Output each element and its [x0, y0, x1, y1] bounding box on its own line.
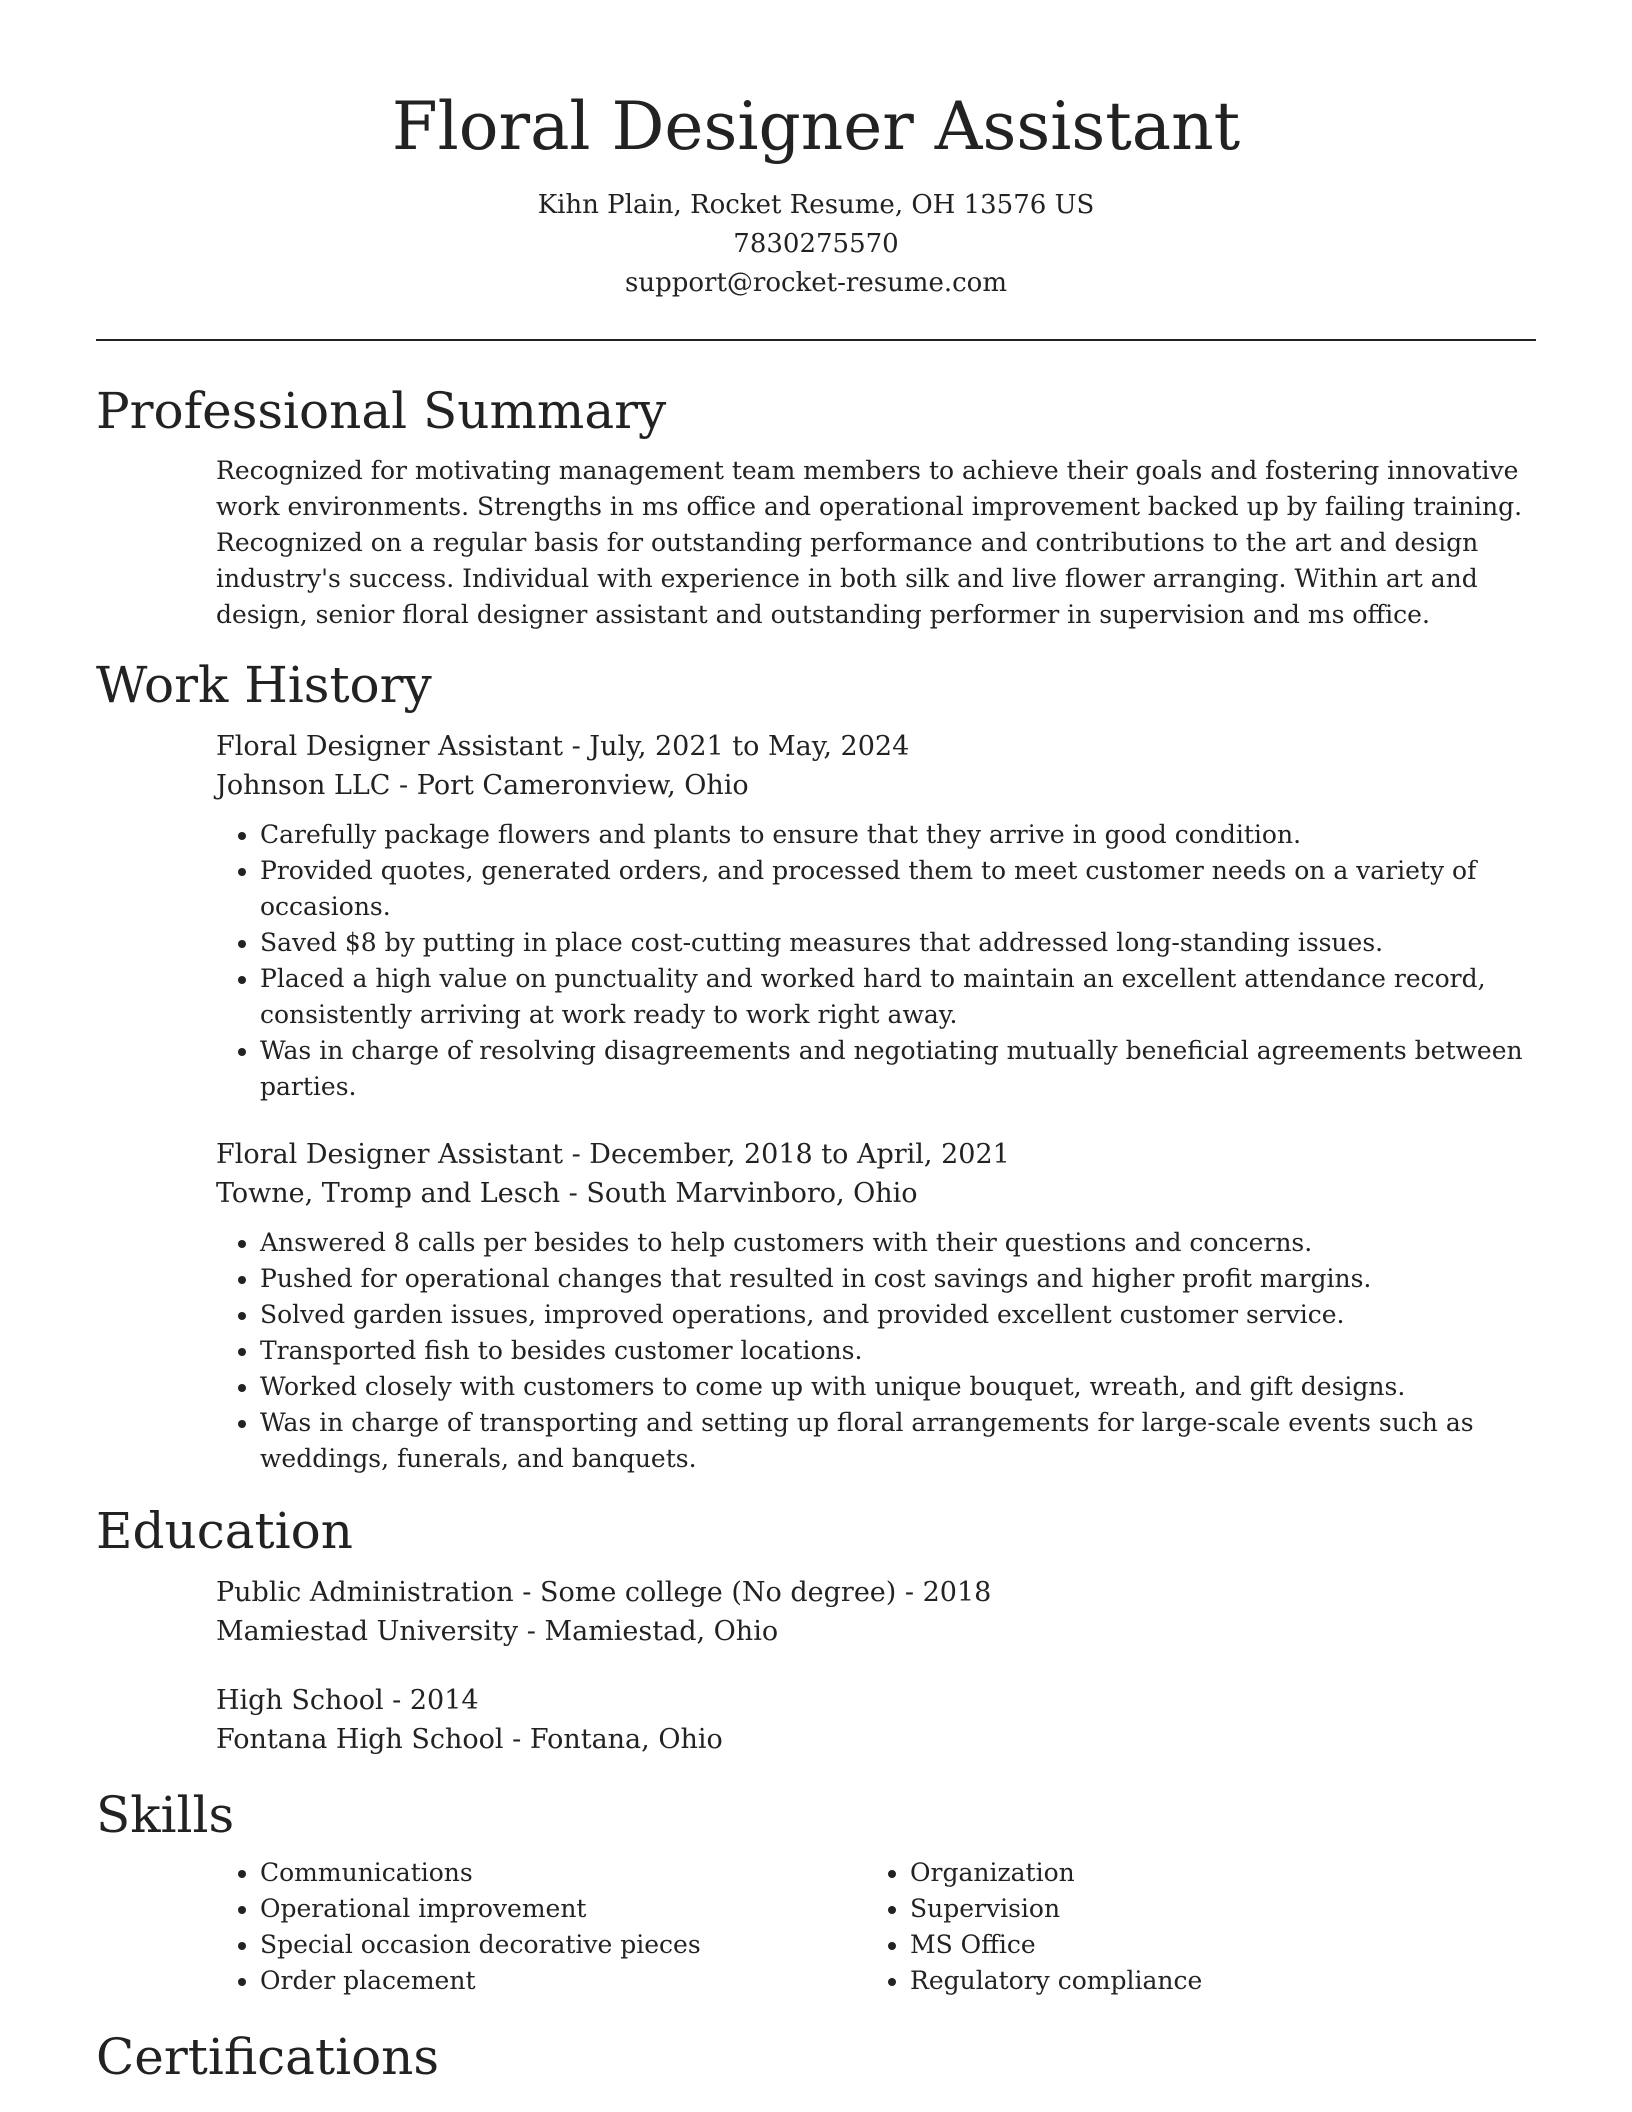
job-title-line: Floral Designer Assistant - July, 2021 to May, 2024 — [216, 731, 910, 762]
skill-item: • Special occasion decorative pieces — [260, 1927, 746, 1963]
school-location: Mamiestad, Ohio — [544, 1616, 779, 1647]
job-duty: • Answered 8 calls per besides to help customers with their questions and concerns. — [260, 1225, 1536, 1261]
summary-section — [96, 379, 1536, 633]
education-entry — [216, 1573, 1536, 1651]
email-address: support@rocket-resume.com — [624, 268, 1007, 298]
skills-section — [96, 1783, 1536, 1999]
work-history-heading: Work History — [96, 656, 432, 714]
school-location: Fontana, Ohio — [529, 1724, 723, 1755]
skill-item: • Order placement — [260, 1963, 746, 1999]
certifications-heading: Certifications — [96, 2028, 440, 2086]
job-duty: • Transported fish to besides customer locations. — [260, 1333, 1536, 1369]
skill-item: • Communications — [260, 1855, 746, 1891]
job-location: South Marvinboro, Ohio — [586, 1178, 918, 1209]
skills-column-left — [96, 1855, 746, 1999]
summary-text: Recognized for motivating management team members to achieve their goals and fostering innovative work environments. Strengths in ms office and operational improvement backed up by failing training. Recognized on a regular basis for outstanding performance and contributions to the art and design industry's success. Individual with experience in both silk and live flower arranging. Within art and design, senior floral designer assistant and outstanding performer in supervision and ms office. — [216, 456, 1523, 629]
job-duty: • Placed a high value on punctuality and worked hard to maintain an excellent attendance record, consistently arriving at work ready to work right away. — [260, 961, 1536, 1033]
job-duty: • Worked closely with customers to come up with unique bouquet, wreath, and gift designs. — [260, 1369, 1536, 1405]
job-dates: July, 2021 to May, 2024 — [589, 731, 910, 762]
candidate-name: Floral Designer Assistant — [391, 88, 1241, 165]
education-degree-line: Public Administration - Some college (No degree) - 2018 — [216, 1577, 992, 1608]
skills-list — [746, 1855, 1396, 1999]
resume-page — [96, 0, 1536, 2089]
job-position: Floral Designer Assistant — [216, 731, 563, 762]
contact-info — [96, 186, 1536, 303]
job-duties — [96, 1225, 1536, 1477]
education-degree-line: High School - 2014 — [216, 1685, 479, 1716]
work-history-section — [96, 653, 1536, 1477]
job-duty: • Was in charge of resolving disagreements and negotiating mutually beneficial agreements between parties. — [260, 1033, 1536, 1105]
phone-number: 7830275570 — [733, 229, 899, 259]
job-duty: • Saved $8 by putting in place cost-cutting measures that addressed long-standing issues. — [260, 925, 1536, 961]
job-company-line: Towne, Tromp and Lesch - South Marvinboro, Ohio — [216, 1178, 918, 1209]
skills-grid — [96, 1855, 1536, 1999]
job-duty: • Carefully package flowers and plants to ensure that they arrive in good condition. — [260, 817, 1536, 853]
skills-list — [96, 1855, 746, 1999]
job-duty: • Was in charge of transporting and setting up floral arrangements for large-scale events such as weddings, funerals, and banquets. — [260, 1405, 1536, 1477]
resume-header — [96, 0, 1536, 303]
certifications-section — [96, 2025, 1536, 2089]
skills-heading: Skills — [96, 1786, 235, 1844]
job-dates: December, 2018 to April, 2021 — [589, 1139, 1010, 1170]
job-duty: • Solved garden issues, improved operations, and provided excellent customer service. — [260, 1297, 1536, 1333]
job-entry — [216, 1135, 1536, 1477]
job-company: Johnson LLC — [216, 770, 391, 801]
job-location: Port Cameronview, Ohio — [416, 770, 749, 801]
education-school-line: Mamiestad University - Mamiestad, Ohio — [216, 1616, 779, 1647]
job-company-line: Johnson LLC - Port Cameronview, Ohio — [216, 770, 749, 801]
job-duty: • Provided quotes, generated orders, and processed them to meet customer needs on a variety of occasions. — [260, 853, 1536, 925]
summary-heading: Professional Summary — [96, 382, 667, 440]
skills-column-right — [746, 1855, 1396, 1999]
job-entry — [216, 727, 1536, 1105]
job-duties — [96, 817, 1536, 1105]
header-divider — [96, 339, 1536, 341]
skill-item: • Supervision — [910, 1891, 1396, 1927]
job-title-line: Floral Designer Assistant - December, 2018 to April, 2021 — [216, 1139, 1010, 1170]
skill-item: • Organization — [910, 1855, 1396, 1891]
skill-item: • MS Office — [910, 1927, 1396, 1963]
education-section — [96, 1499, 1536, 1759]
education-school-line: Fontana High School - Fontana, Ohio — [216, 1724, 723, 1755]
job-position: Floral Designer Assistant — [216, 1139, 563, 1170]
skill-item: • Operational improvement — [260, 1891, 746, 1927]
job-company: Towne, Tromp and Lesch — [216, 1178, 561, 1209]
education-entry — [216, 1681, 1536, 1759]
skill-item: • Regulatory compliance — [910, 1963, 1396, 1999]
education-heading: Education — [96, 1502, 353, 1560]
school-name: Mamiestad University — [216, 1616, 519, 1647]
address: Kihn Plain, Rocket Resume, OH 13576 US — [537, 190, 1095, 220]
school-name: Fontana High School — [216, 1724, 504, 1755]
job-duty: • Pushed for operational changes that resulted in cost savings and higher profit margins. — [260, 1261, 1536, 1297]
